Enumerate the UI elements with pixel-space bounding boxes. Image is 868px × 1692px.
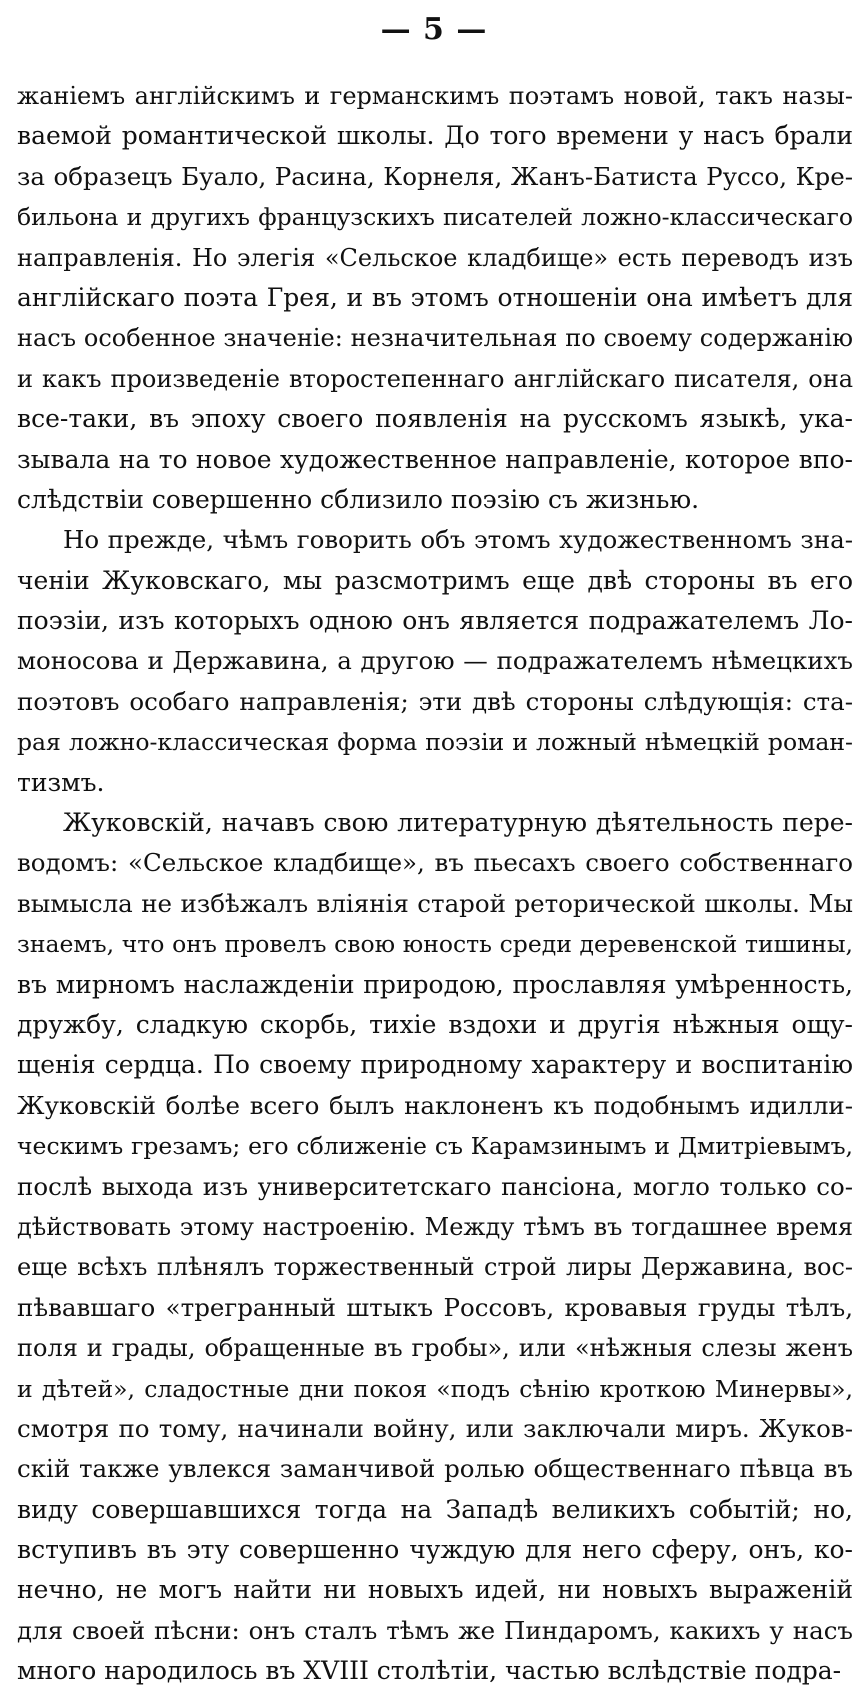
paragraph-3 [17, 803, 853, 1692]
text-line: направленiя. Но элегiя «Сельское кладбище» есть переводъ изъ [17, 243, 853, 272]
text-line: еще всѣхъ плѣнялъ торжественный строй лиры Державина, вос- [17, 1253, 853, 1282]
text-line: водомъ: «Сельское кладбище», въ пьесахъ своего собственнаго [17, 848, 853, 878]
text-line: бильона и другихъ французскихъ писателей ложно-классическаго [17, 203, 853, 232]
text-line: смотря по тому, начинали войну, или заключали миръ. Жуков- [17, 1413, 853, 1443]
paragraph-2 [17, 520, 853, 803]
text-line: ваемой романтической школы. До того времени у насъ брали [17, 121, 853, 151]
text-line: все-таки, въ эпоху своего появленiя на русскомъ языкѣ, ука- [17, 404, 853, 434]
text-line: Жуковскiй болѣе всего былъ наклоненъ къ подобнымъ идилли- [17, 1090, 853, 1120]
text-line: нечно, не могъ найти ни новыхъ идей, ни новыхъ выраженiй [17, 1575, 853, 1605]
text-line: знаемъ, что онъ провелъ свою юность среди деревенской тишины, [17, 930, 853, 959]
text-line: зывала на то новое художественное направленiе, которое впо- [17, 444, 853, 474]
text-line: въ мирномъ наслажденiи природою, прославляя умѣренность, [17, 969, 853, 999]
text-line: пѣвавшаго «трегранный штыкъ Россовъ, кровавыя груды тѣлъ, [17, 1292, 853, 1322]
text-line: жанiемъ англiйскимъ и германскимъ поэтамъ новой, такъ назы- [17, 82, 853, 110]
text-line: скiй также увлекся заманчивой ролью общественнаго пѣвца въ [17, 1454, 853, 1484]
page-number: — 5 — [380, 12, 488, 47]
text-line: и какъ произведенiе второстепеннаго англiйскаго писателя, она [17, 364, 853, 393]
paragraph-1 [17, 76, 853, 520]
text-line: слѣдствiи совершенно сблизило поэзiю съ жизнью. [17, 484, 700, 514]
text-line: ченiи Жуковскаго, мы разсмотримъ еще двѣ стороны въ его [17, 565, 853, 595]
text-line: дѣйствовать этому настроенiю. Между тѣмъ въ тогдашнее время [17, 1212, 853, 1241]
text-line: и дѣтей», сладостные дни покоя «подъ сѣнiю кроткою Минервы», [17, 1374, 853, 1403]
text-line: вымысла не избѣжалъ влiянiя старой реторической школы. Мы [17, 888, 853, 918]
text-line: за образецъ Буало, Расина, Корнеля, Жанъ-Батиста Руссо, Кре- [17, 161, 853, 191]
text-line: ческимъ грезамъ; его сближенiе съ Карамзинымъ и Дмитрiевымъ, [17, 1132, 853, 1161]
text-line: поэзiи, изъ которыхъ одною онъ является подражателемъ Ло- [17, 606, 853, 636]
text-line: рая ложно-классическая форма поэзiи и ложный нѣмецкiй роман- [17, 728, 853, 757]
text-line: для своей пѣсни: онъ сталъ тѣмъ же Пиндаромъ, какихъ у насъ [17, 1615, 853, 1645]
text-line: насъ особенное значенiе: незначительная по своему содержанiю [17, 324, 853, 353]
text-line: дружбу, сладкую скорбь, тихiе вздохи и другiя нѣжныя ощу- [17, 1009, 853, 1039]
text-line: послѣ выхода изъ университетскаго пансiона, могло только со- [17, 1171, 853, 1201]
text-line: много народилось въ XVIII столѣтiи, частью вслѣдствiе подра- [17, 1656, 842, 1686]
text-line: тизмъ. [17, 767, 105, 797]
text-line: Жуковскiй, начавъ свою литературную дѣятельность пере- [63, 808, 853, 838]
text-line: англiйскаго поэта Грея, и въ этомъ отношенiи она имѣетъ для [17, 282, 853, 312]
text-line: поля и грады, обращенные въ гробы», или «нѣжныя слезы женъ [17, 1334, 853, 1363]
text-line: виду совершавшихся тогда на Западѣ великихъ событiй; но, [17, 1494, 853, 1524]
text-line: Но прежде, чѣмъ говорить объ этомъ художественномъ зна- [63, 525, 853, 555]
text-line: поэтовъ особаго направленiя; эти двѣ стороны слѣдующiя: ста- [17, 686, 853, 716]
text-line: моносова и Державина, а другою — подражателемъ нѣмецкихъ [17, 646, 853, 676]
text-line: вступивъ въ эту совершенно чуждую для него сферу, онъ, ко- [17, 1535, 853, 1565]
text-line: щенiя сердца. По своему природному характеру и воспитанiю [17, 1050, 853, 1080]
body-text [17, 76, 853, 1692]
